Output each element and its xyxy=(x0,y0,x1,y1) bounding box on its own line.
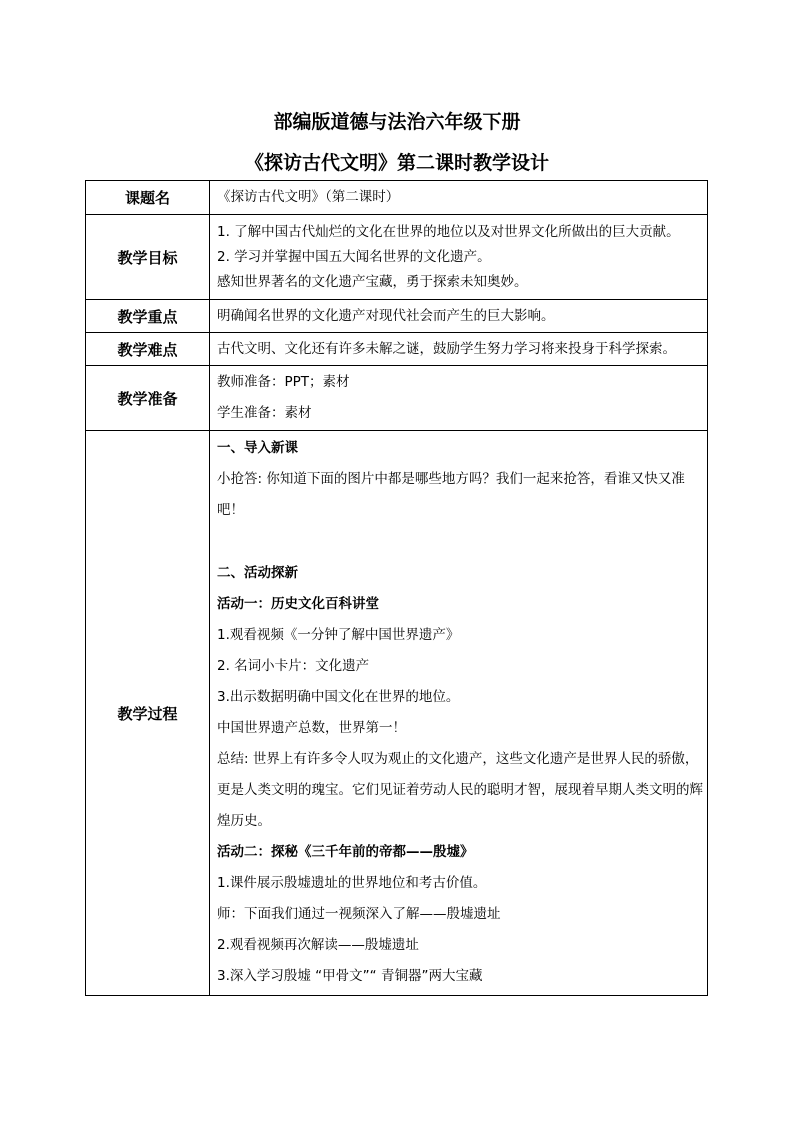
spacer xyxy=(217,526,703,558)
section-heading: 二、活动探新 xyxy=(217,565,298,581)
goals-label: 教学目标 xyxy=(86,215,210,300)
activity-heading: 活动二：探秘《三千年前的帝都——殷墟》 xyxy=(217,844,474,860)
topic-row xyxy=(86,181,708,215)
teacher-prep: 教师准备：PPT；素材 xyxy=(217,374,350,390)
lesson-plan-table xyxy=(85,180,708,996)
list-item: 3.深入学习殷墟 “甲骨文”“ 青铜器”两大宝藏 xyxy=(217,968,483,984)
goals-content xyxy=(210,215,708,300)
key-point-row xyxy=(86,300,708,333)
topic-value: 《探访古代文明》（第二课时） xyxy=(210,181,708,215)
key-point-value: 明确闻名世界的文化遗产对现代社会而产生的巨大影响。 xyxy=(210,300,708,333)
difficulty-label: 教学难点 xyxy=(86,333,210,366)
list-item: 2.观看视频再次解读——殷墟遗址 xyxy=(217,937,419,953)
teacher-line: 师：下面我们通过一视频深入了解——殷墟遗址 xyxy=(217,906,501,922)
activity-heading: 活动一：历史文化百科讲堂 xyxy=(217,596,379,612)
preparation-row xyxy=(86,366,708,431)
note-text: 中国世界遗产总数，世界第一！ xyxy=(217,720,406,736)
intro-text: 小抢答: 你知道下面的图片中都是哪些地方吗？我们一起来抢答，看谁又快又准吧！ xyxy=(217,471,685,518)
document-title: 部编版道德与法治六年级下册 xyxy=(273,111,521,133)
process-label: 教学过程 xyxy=(86,431,210,996)
document-subtitle: 《探访古代文明》第二课时教学设计 xyxy=(244,152,549,174)
goal-item: 1. 了解中国古代灿烂的文化在世界的地位以及对世界文化所做出的巨大贡献。 xyxy=(217,223,680,240)
preparation-label: 教学准备 xyxy=(86,366,210,431)
key-point-label: 教学重点 xyxy=(86,300,210,333)
list-item: 1.课件展示殷墟遗址的世界地位和考古价值。 xyxy=(217,875,487,891)
difficulty-row xyxy=(86,333,708,366)
process-content xyxy=(210,431,708,996)
summary-text: 总结: 世界上有许多令人叹为观止的文化遗产，这些文化遗产是世界人民的骄傲，更是人类文明的瑰宝。它们见证着劳动人民的聪明才智，展现着早期人类文明的辉煌历史。 xyxy=(217,751,703,829)
process-row xyxy=(86,431,708,996)
list-item: 1.观看视频《一分钟了解中国世界遗产》 xyxy=(217,627,460,643)
goal-item: 感知世界著名的文化遗产宝藏，勇于探索未知奥妙。 xyxy=(217,273,528,290)
topic-label: 课题名 xyxy=(86,181,210,215)
list-item: 2. 名词小卡片：文化遗产 xyxy=(217,658,370,674)
goal-item: 2. 学习并掌握中国五大闻名世界的文化遗产。 xyxy=(217,248,491,265)
preparation-content xyxy=(210,366,708,431)
student-prep: 学生准备：素材 xyxy=(217,405,312,421)
difficulty-value: 古代文明、文化还有许多未解之谜，鼓励学生努力学习将来投身于科学探索。 xyxy=(210,333,708,366)
section-heading: 一、导入新课 xyxy=(217,440,298,456)
list-item: 3.出示数据明确中国文化在世界的地位。 xyxy=(217,689,460,705)
goals-row xyxy=(86,215,708,300)
